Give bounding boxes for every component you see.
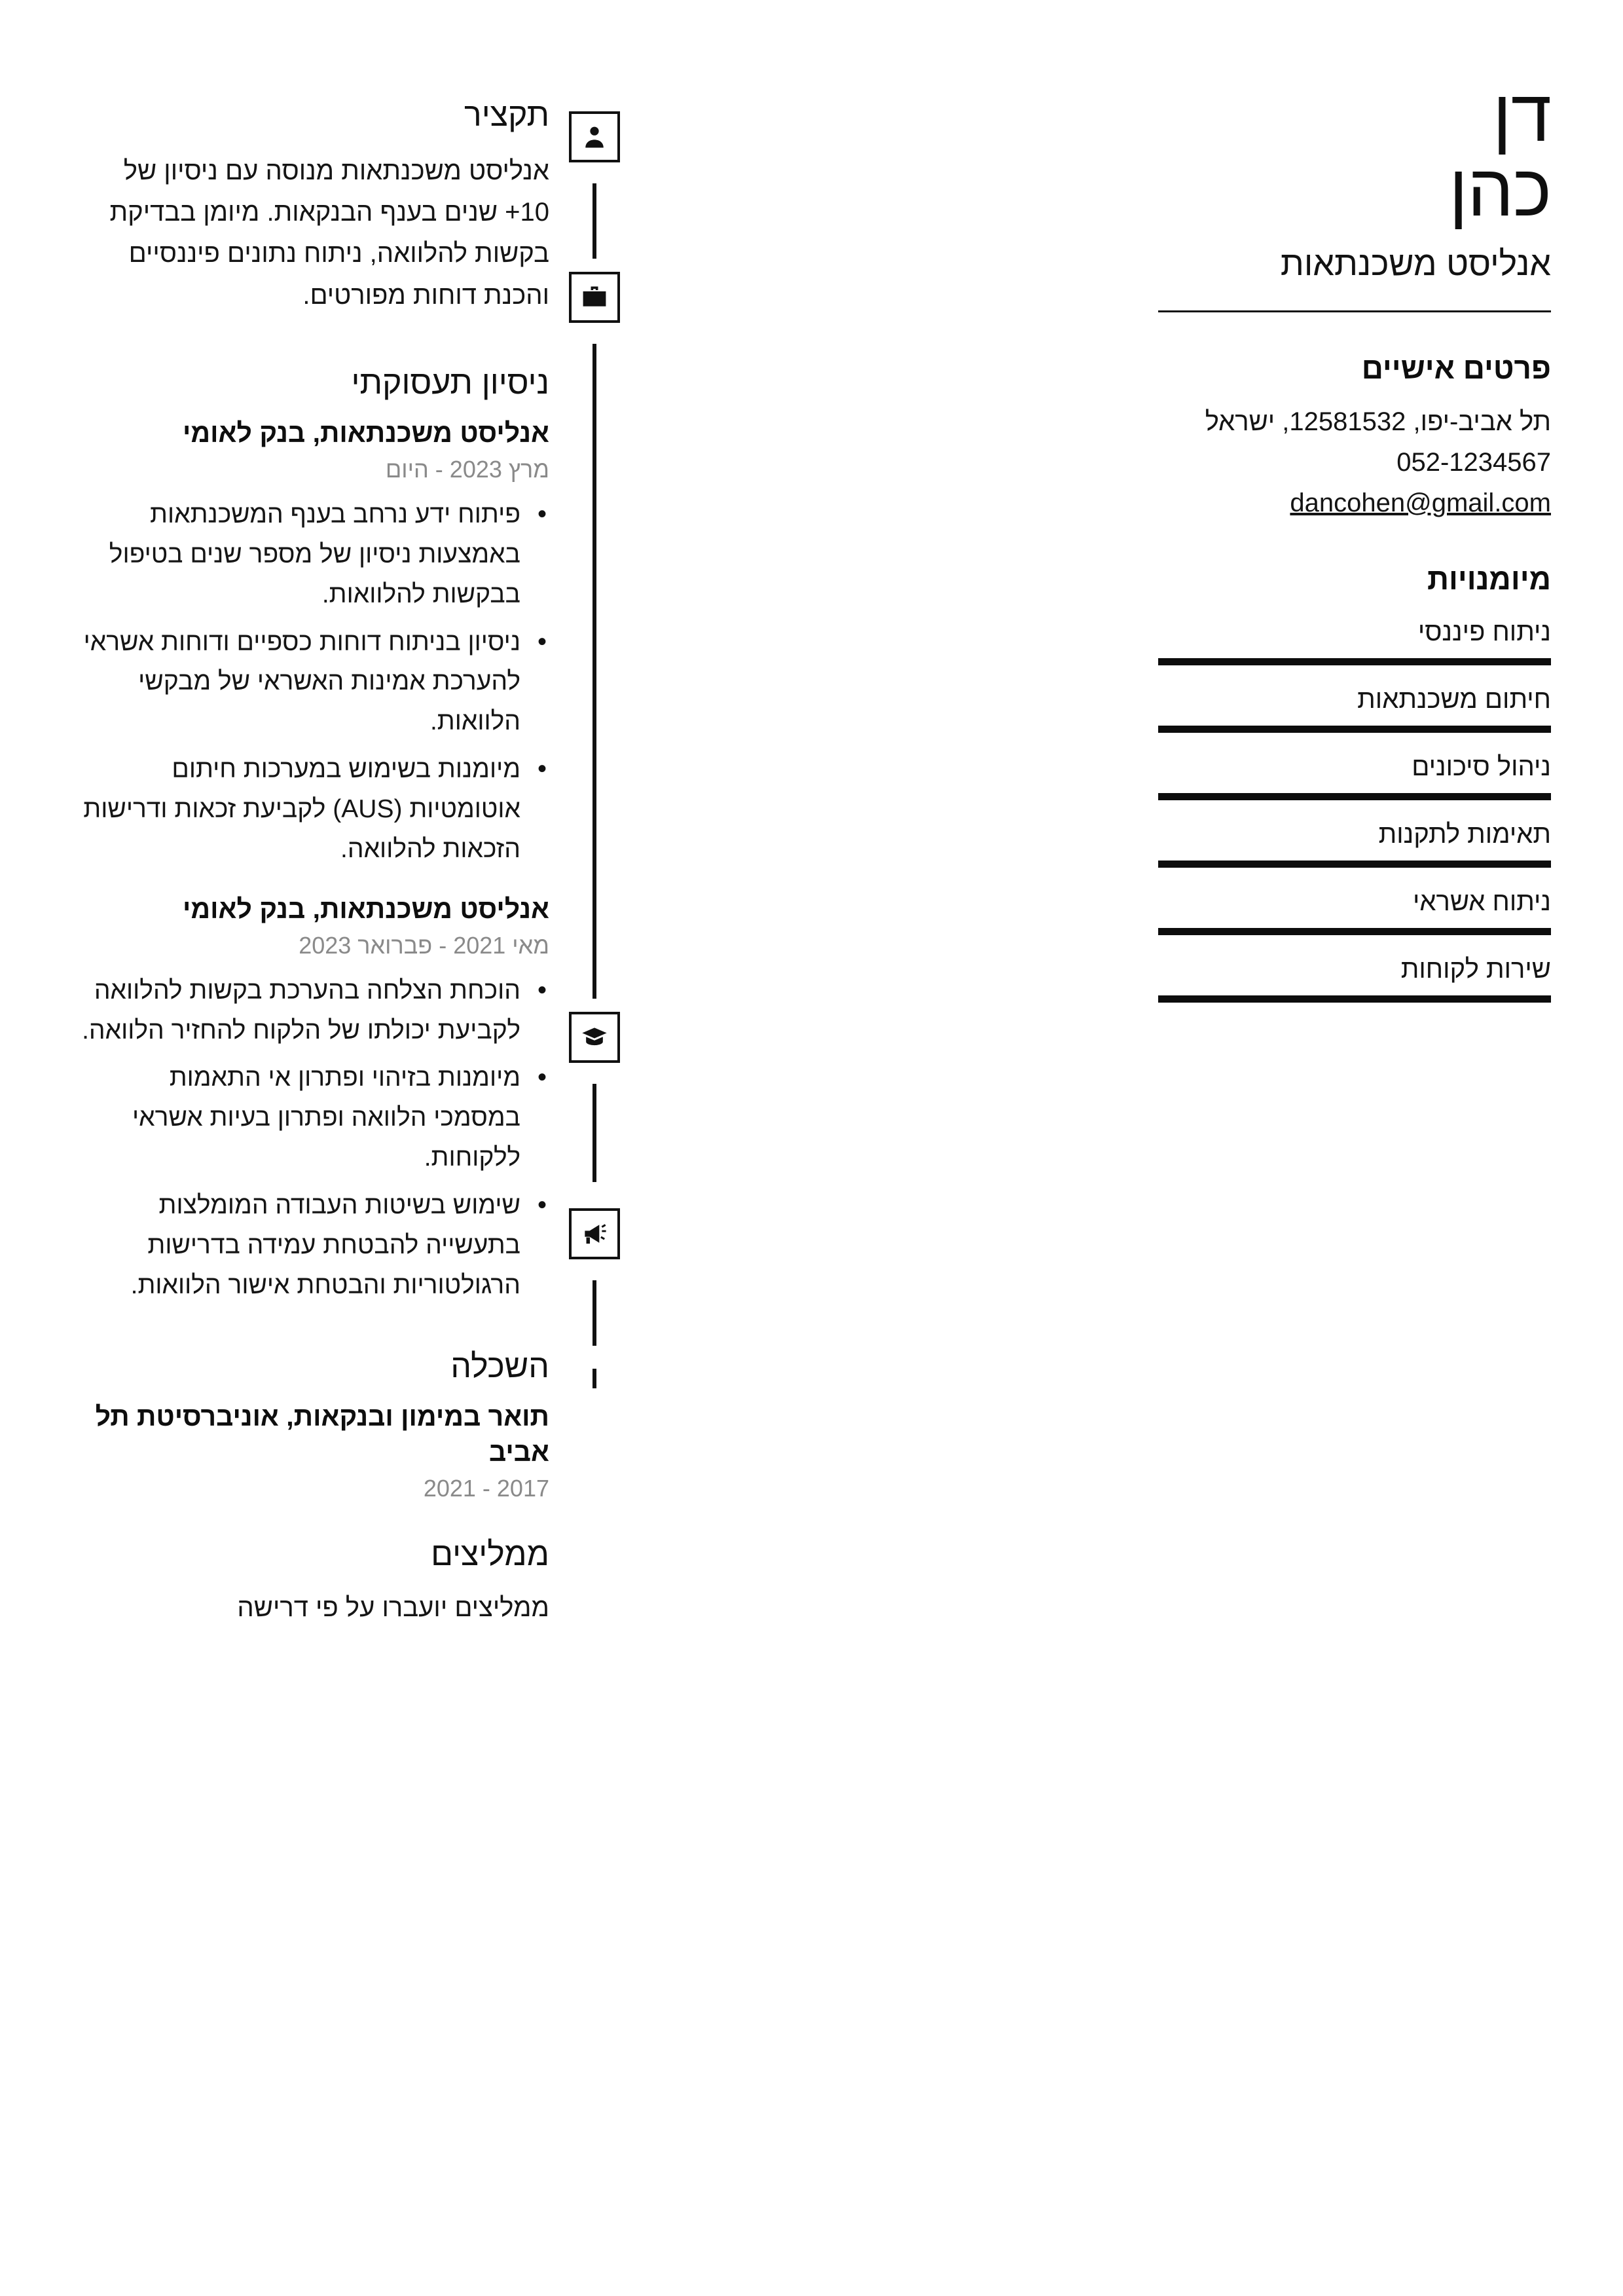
phone-text: 052-1234567 [1396, 448, 1551, 477]
timeline [556, 98, 634, 1473]
list-item: • מיומנות בזיהוי ופתרון אי התאמות במסמכי הלוואה ופתרון בעיות אשראי ללקוחות. [78, 1058, 520, 1177]
skill-item [1158, 950, 1551, 1003]
skill-bar [1158, 726, 1551, 733]
experience-bullets [78, 971, 549, 1306]
graduation-cap-icon [569, 1012, 620, 1063]
skill-label: תאימות לתקנות [1378, 820, 1551, 849]
name-block [1158, 75, 1551, 232]
header-divider [1158, 310, 1551, 312]
first-name: דן [1492, 75, 1551, 157]
experience-heading: ניסיון תעסוקתי [351, 363, 549, 401]
timeline-segment [593, 1084, 596, 1182]
education-dates: 2017 - 2021 [423, 1475, 549, 1502]
timeline-segment [593, 1280, 596, 1346]
experience-title: אנליסט משכנתאות, בנק לאומי [183, 417, 549, 448]
education-section [78, 1350, 549, 1502]
skills-list [1158, 612, 1551, 1003]
experience-dates: מרץ 2023 - היום [385, 456, 549, 483]
timeline-segment [593, 183, 596, 259]
experience-section [78, 363, 549, 1306]
list-item: • פיתוח ידע נרחב בענף המשכנתאות באמצעות ניסיון של מספר שנים בטיפול בבקשות להלוואות. [78, 495, 520, 614]
experience-dates: מאי 2021 - פברואר 2023 [299, 931, 549, 959]
list-item: • ניסיון בניתוח דוחות כספיים ודוחות אשראי להערכת אמינות האשראי של מבקשי הלוואות. [78, 623, 520, 742]
skill-item [1158, 680, 1551, 733]
experience-bullets [78, 495, 549, 869]
main-content [78, 98, 549, 1642]
skill-item [1158, 747, 1551, 800]
references-heading: ממליצים [431, 1536, 549, 1573]
personal-details-section [1158, 350, 1551, 523]
education-title: תואר במימון ובנקאות, אוניברסיטת תל אביב [95, 1401, 549, 1467]
skill-item [1158, 612, 1551, 665]
briefcase-icon [569, 272, 620, 323]
summary-text: אנליסט משכנתאות מנוסה עם ניסיון של 10+ שנים בענף הבנקאות. מיומן בבדיקת בקשות להלוואה, ניתוח נתונים פיננסיים והכנת דוחות מפורטים. [109, 157, 549, 310]
summary-heading: תקציר [464, 96, 549, 133]
skill-item [1158, 815, 1551, 868]
experience-item [78, 892, 549, 1306]
skill-label: שירות לקוחות [1400, 955, 1551, 984]
skill-bar [1158, 995, 1551, 1003]
skill-item [1158, 882, 1551, 935]
skill-label: ניהול סיכונים [1412, 752, 1551, 782]
skills-section [1158, 561, 1551, 1003]
address-text: תל אביב-יפו, 12581532, ישראל [1205, 407, 1551, 437]
experience-title: אנליסט משכנתאות, בנק לאומי [183, 893, 549, 924]
personal-details-heading: פרטים אישיים [1361, 351, 1551, 386]
experience-item [78, 416, 549, 870]
skill-label: ניתוח פיננסי [1417, 618, 1551, 647]
skill-label: חיתום משכנתאות [1357, 685, 1551, 714]
timeline-segment-end [593, 1369, 596, 1388]
education-item [78, 1399, 549, 1502]
summary-section [78, 98, 549, 316]
list-item: • שימוש בשיטות העבודה המומלצות בתעשייה להבטחת עמידה בדרישות הרגולטוריות והבטחת אישור הלוואות. [78, 1186, 520, 1305]
list-item: • הוכחת הצלחה בהערכת בקשות להלוואה לקביעת יכולתו של הלקוח להחזיר הלוואה. [78, 971, 520, 1051]
skill-label: ניתוח אשראי [1412, 887, 1551, 917]
job-title: אנליסט משכנתאות [1280, 245, 1551, 284]
email-link[interactable]: dancohen@gmail.com [1290, 489, 1551, 518]
person-icon [569, 111, 620, 162]
references-text: ממליצים יועברו על פי דרישה [237, 1593, 549, 1623]
last-name: כהן [1449, 149, 1551, 232]
timeline-segment [593, 344, 596, 999]
megaphone-icon [569, 1208, 620, 1259]
sidebar [1158, 75, 1551, 1017]
skill-bar [1158, 861, 1551, 868]
education-heading: השכלה [450, 1348, 549, 1385]
references-section [78, 1538, 549, 1629]
skill-bar [1158, 658, 1551, 665]
skill-bar [1158, 793, 1551, 800]
list-item: • מיומנות בשימוש במערכות חיתום אוטומטיות (AUS) לקביעת זכאות ודרישות הזכאות להלוואה. [78, 750, 520, 869]
skill-bar [1158, 928, 1551, 935]
skills-heading: מיומנויות [1427, 562, 1551, 597]
